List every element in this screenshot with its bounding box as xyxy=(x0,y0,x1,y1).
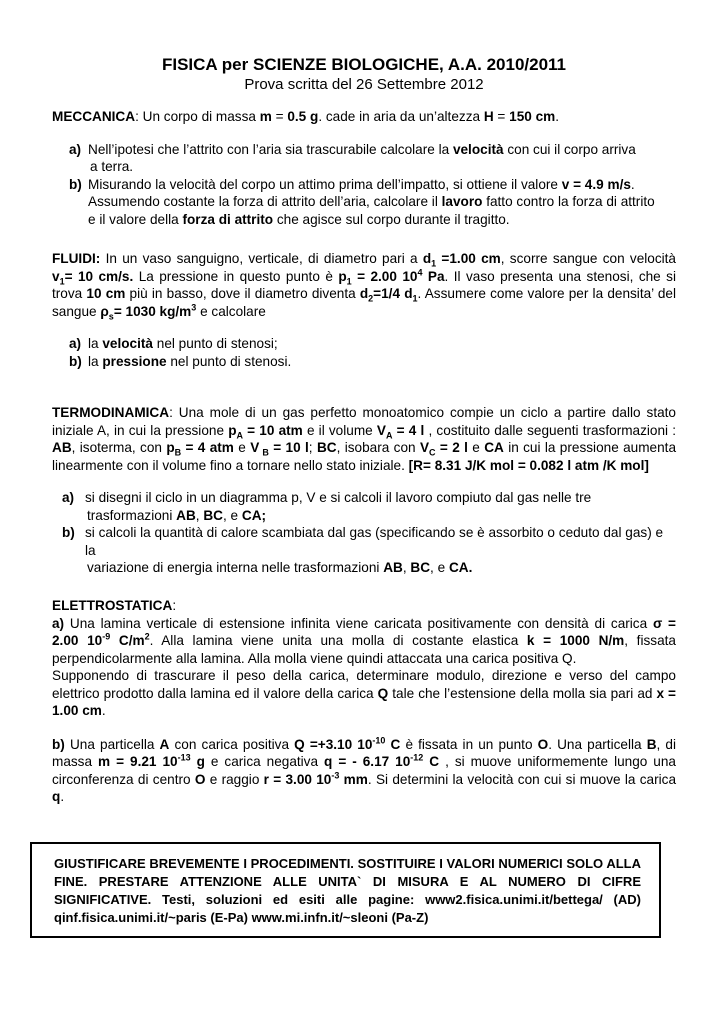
exam-page xyxy=(52,50,677,804)
termo-question-a: a) si disegni il ciclo in un diagramma p, V e si calcoli il lavoro compiuto dal gas nelle tre trasformazioni AB, BC, e CA; xyxy=(62,490,592,523)
fluidi-question-a: a) la velocità nel punto di stenosi; xyxy=(69,336,278,351)
fluidi-question-b: b) la pressione nel punto di stenosi. xyxy=(69,353,292,369)
section-elettrostatica xyxy=(52,597,676,806)
termo-intro: TERMODINAMICA: Una mole di un gas perfetto monoatomico compie un ciclo a partire dallo stato iniziale A, in cui la pressione $p_A = 10$ atm e il volume $V_A = 4$ l , costituito dalle seguenti trasformazioni : AB, isoterma, con $p_B = 4$ atm e V $_B$ = 10 l; BC, isobara con $V_C = 2$ l e CA in cui la pressione aumenta linearmente con il volume fino a tornare nello stato iniziale. [R= 8.31 J/K mol = 0.082 l atm /K mol] xyxy=(52,405,677,473)
section-meccanica xyxy=(52,108,676,228)
elettro-question-b: b) Una particella A con carica positiva Q =+3.10 $10^{-10}$ C è fissata in un punto O. Una particella B, di massa m = 9.21 $10^{-13}$ g e carica negativa q = - 6.17 $10^{-12}$ C , si muove uniformemente lungo una circonferenza di centro O e raggio r = 3.00 $10^{-3}$ mm. Si determini la velocità con cui si muove la carica q. xyxy=(52,734,677,804)
meccanica-question-b: b) Misurando la velocità del corpo un attimo prima dell’impatto, si ottiene il valore v = 4.9 m/s. Assumendo costante la forza di attrito dell’aria, calcolare il lavoro fatto contro la forza di attrito e il valore della forza di attrito che agisce sul corpo durante il tragitto. xyxy=(69,176,655,227)
fluidi-heading: FLUIDI: xyxy=(52,251,101,266)
meccanica-question-a: a) Nell’ipotesi che l’attrito con l’aria sia trascurabile calcolare la velocità con cui il corpo arriva a terra. xyxy=(69,141,636,174)
section-termodinamica xyxy=(52,404,676,577)
termo-heading: TERMODINAMICA xyxy=(52,405,170,420)
section-fluidi xyxy=(52,250,676,370)
termo-question-b: b) si calcoli la quantità di calore scambiata dal gas (specificando se è assorbito o ceduto dal gas) e la variazione di energia interna nelle trasformazioni AB, BC, e CA. xyxy=(62,525,664,575)
elettro-heading: ELETTROSTATICA xyxy=(52,598,173,613)
instructions-text: GIUSTIFICARE BREVEMENTE I PROCEDIMENTI. SOSTITUIRE I VALORI NUMERICI SOLO ALLA FINE. PRESTARE ATTENZIONE ALLE UNITA` DI MISURA E AL NUMERO DI CIFRE SIGNIFICATIVE. Testi, soluzioni ed esiti alle pagine: www2.fisica.unimi.it/bettega/ (AD) qinf.fisica.unimi.it/~paris (E-Pa) www.mi.infn.it/~sleoni (Pa-Z) xyxy=(54,856,641,925)
fluidi-intro: FLUIDI: In un vaso sanguigno, verticale, di diametro pari a $d_1 =1.00$ cm, scorre sangue con velocità $v_1= 10$ cm/s. La pressione in questo punto è $p_1 = 2.00$ $10^4$ Pa. Il vaso presenta una stenosi, che si trova 10 cm più in basso, dove il diametro diventa $d_2=1/4$ $d_1$. Assumere come valore per la densita’ del sangue $\rho_s= 1030$ $kg/m^3$ e calcolare xyxy=(52,251,676,322)
elettro-question-a-cont: Supponendo di trascurare il peso della carica, determinare modulo, direzione e verso del campo elettrico prodotto dalla lamina ed il valore della carica Q tale che l’estensione della molla sia pari ad x = 1.00 cm. xyxy=(52,668,676,718)
elettro-question-a: a) Una lamina verticale di estensione infinita viene caricata positivamente con densità di carica σ = 2.00 $10^{-9}$ $C/m^2$. Alla lamina viene unita una molla di costante elastica k = 1000 N/m, fissata perpendicolarmente alla lamina. Alla molla viene quindi attaccata una carica positiva Q. xyxy=(52,615,676,666)
instructions-box xyxy=(30,842,661,938)
elettro-heading-line: ELETTROSTATICA: xyxy=(52,598,177,613)
meccanica-intro: MECCANICA: Un corpo di massa m = 0.5 g. cade in aria da un’altezza H = 150 cm. xyxy=(52,109,560,124)
exam-subtitle: Prova scritta del 26 Settembre 2012 xyxy=(244,76,484,93)
meccanica-heading: MECCANICA xyxy=(52,109,136,124)
exam-title: FISICA per SCIENZE BIOLOGICHE, A.A. 2010/2011 xyxy=(161,55,567,74)
